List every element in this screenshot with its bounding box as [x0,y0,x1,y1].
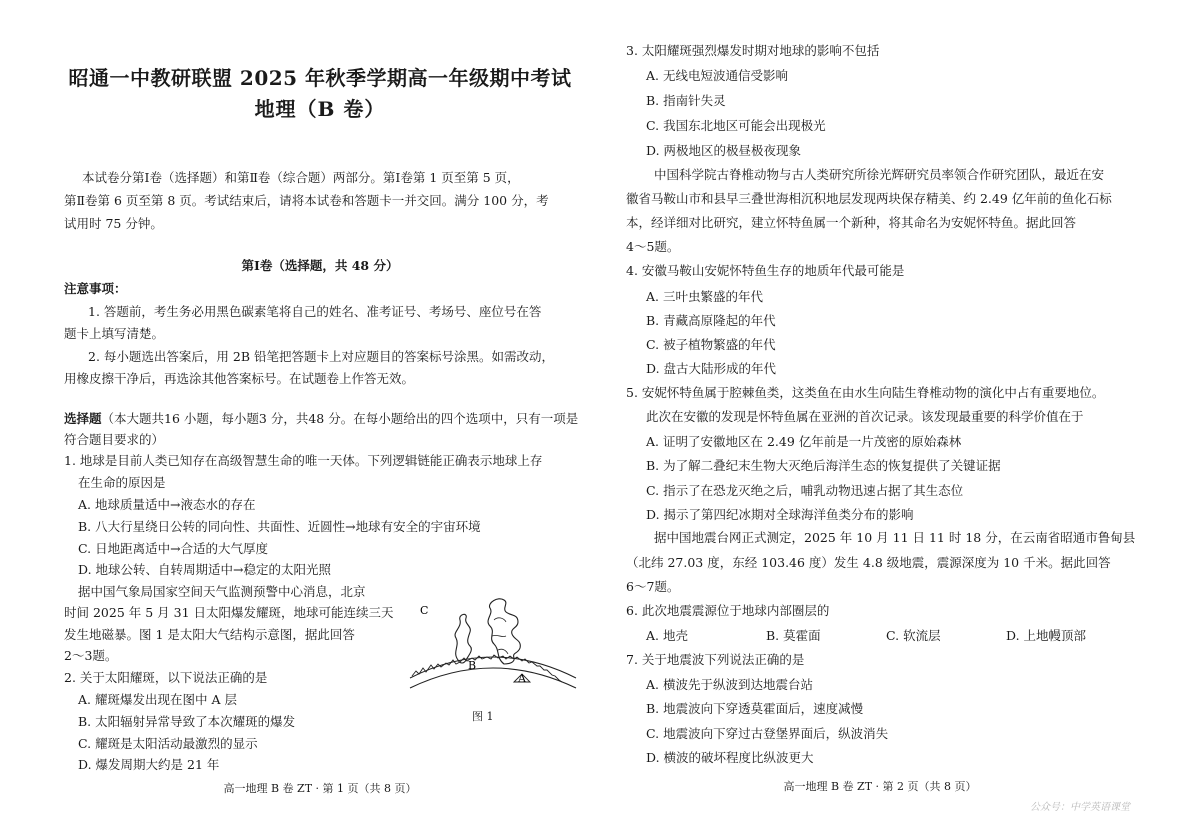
q3-option: A. 无线电短波通信受影响 [646,68,788,83]
passage-line: 6～7题。 [626,579,680,594]
page-footer: 高一地理 B 卷 ZT · 第 1 页（共 8 页） [223,782,417,795]
q4-option: B. 青藏高原隆起的年代 [646,313,776,328]
figure-caption: 图 1 [472,710,494,723]
label-a: A [518,672,526,685]
question-7-stem: 7. 关于地震波下列说法正确的是 [626,652,805,667]
passage-line: 据中国气象局国家空间天气监测预警中心消息，北京 [78,584,366,599]
question-5-stem: 此次在安徽的发现是怀特鱼属在亚洲的首次记录。该发现最重要的科学价值在于 [646,409,1084,424]
q2-option: C. 耀斑是太阳活动最激烈的显示 [78,736,258,751]
q4-option: D. 盘古大陆形成的年代 [646,361,777,376]
solar-atmosphere-diagram [408,590,578,695]
q4-option: C. 被子植物繁盛的年代 [646,337,776,352]
passage-line: （北纬 27.03 度，东经 103.46 度）发生 4.8 级地震，震源深度为 10 千米。据此回答 [626,555,1111,570]
q5-option: A. 证明了安徽地区在 2.49 亿年前是一片茂密的原始森林 [646,434,962,449]
q1-option: C. 日地距离适中→合适的大气厚度 [78,541,269,556]
q3-option: C. 我国东北地区可能会出现极光 [646,118,826,133]
q6-option: C. 软流层 [886,628,941,643]
q5-option: C. 指示了在恐龙灭绝之后，哺乳动物迅速占据了其生态位 [646,483,964,498]
q2-option: D. 爆发周期大约是 21 年 [78,757,220,772]
q1-option: A. 地球质量适中→液态水的存在 [78,497,256,512]
question-4-stem: 4. 安徽马鞍山安妮怀特鱼生存的地质年代最可能是 [626,263,905,278]
q6-option: D. 上地幔顶部 [1006,628,1087,643]
prominence-detail [492,618,508,654]
label-b: B [468,659,477,672]
q3-option: B. 指南针失灵 [646,93,726,108]
instructions-line: 符合题目要求的） [64,432,165,447]
notice-heading: 注意事项： [64,281,127,296]
section-title: 第Ⅰ卷（选择题，共 48 分） [241,258,399,273]
question-6-stem: 6. 此次地震震源位于地球内部圈层的 [626,603,830,618]
right-page [600,0,1200,826]
notice-line: 1. 答题前，考生务必用黑色碳素笔将自己的姓名、准考证号、考场号、座位号在答 [88,304,542,319]
q6-option: B. 莫霍面 [766,628,821,643]
question-2-stem: 2. 关于太阳耀斑，以下说法正确的是 [64,670,268,685]
q5-option: D. 揭示了第四纪冰期对全球海洋鱼类分布的影响 [646,507,914,522]
notice-line: 用橡皮擦干净后，再选涂其他答案标号。在试题卷上作答无效。 [64,371,415,386]
passage-line: 本，经详细对比研究，建立怀特鱼属一个新种，将其命名为安妮怀特鱼。据此回答 [626,215,1077,230]
q1-option: D. 地球公转、自转周期适中→稳定的太阳光照 [78,562,331,577]
prominence-right [488,599,520,664]
label-c: C [420,604,429,617]
q2-option: B. 太阳辐射异常导致了本次耀斑的爆发 [78,714,296,729]
solar-atmosphere-figure [408,590,578,695]
passage-line: 中国科学院古脊椎动物与古人类研究所徐光辉研究员率领合作研究团队，最近在安 [654,167,1105,182]
question-3-stem: 3. 太阳耀斑强烈爆发时期对地球的影响不包括 [626,43,880,58]
question-1-stem: 在生命的原因是 [78,475,166,490]
q5-option: B. 为了解二叠纪末生物大灭绝后海洋生态的恢复提供了关键证据 [646,458,1001,473]
q7-option: B. 地震波向下穿透莫霍面后，速度减慢 [646,701,864,716]
exam-subtitle: 地理（B 卷） [254,97,386,121]
question-1-stem: 1. 地球是目前人类已知存在高级智慧生命的唯一天体。下列逻辑链能正确表示地球上存 [64,453,543,468]
instructions-text: （本大题共16 小题，每小题3 分，共48 分。在每小题给出的四个选项中，只有一项是 [101,411,579,426]
notice-line: 题卡上填写清楚。 [64,326,165,341]
passage-line: 发生地磁暴。图 1 是太阳大气结构示意图，据此回答 [64,627,355,642]
intro-line: 试用时 75 分钟。 [64,216,163,231]
intro-line: 第Ⅱ卷第 6 页至第 8 页。考试结束后，请将本试卷和答题卡一并交回。满分 100 分，考 [64,193,549,208]
q4-option: A. 三叶虫繁盛的年代 [646,289,763,304]
passage-line: 徽省马鞍山市和县早三叠世海相沉积地层发现两块保存精美、约 2.49 亿年前的鱼化石标 [626,191,1112,206]
intro-line: 本试卷分第Ⅰ卷（选择题）和第Ⅱ卷（综合题）两部分。第Ⅰ卷第 1 页至第 5 页， [82,170,520,185]
q2-option: A. 耀斑爆发出现在图中 A 层 [78,692,237,707]
watermark-text: 公众号：中学英语课堂 [1030,802,1130,813]
passage-line: 时间 2025 年 5 月 31 日太阳爆发耀斑，地球可能连续三天 [64,605,394,620]
q7-option: C. 地震波向下穿过古登堡界面后，纵波消失 [646,726,889,741]
q7-option: A. 横波先于纵波到达地震台站 [646,677,813,692]
q3-option: D. 两极地区的极昼极夜现象 [646,143,802,158]
page-footer: 高一地理 B 卷 ZT · 第 2 页（共 8 页） [783,780,977,793]
question-5-stem: 5. 安妮怀特鱼属于腔棘鱼类，这类鱼在由水生向陆生脊椎动物的演化中占有重要地位。 [626,385,1105,400]
q7-option: D. 横波的破坏程度比纵波更大 [646,750,814,765]
prominence-left [455,614,471,663]
passage-line: 2～3题。 [64,648,118,663]
exam-title: 昭通一中教研联盟 2025 年秋季学期高一年级期中考试 [68,66,572,90]
instructions-line [64,411,578,427]
notice-line: 2. 每小题选出答案后，用 2B 铅笔把答题卡上对应题目的答案标号涂黑。如需改动， [88,349,554,364]
instructions-label: 选择题 [64,411,102,426]
passage-line: 据中国地震台网正式测定，2025 年 10 月 11 日 11 时 18 分，在云南省昭通市鲁甸县 [654,530,1136,545]
passage-line: 4～5题。 [626,239,680,254]
q6-option: A. 地壳 [646,628,688,643]
q1-option: B. 八大行星绕日公转的同向性、共面性、近圆性→地球有安全的宇宙环境 [78,519,481,534]
photosphere-arc [410,668,576,688]
